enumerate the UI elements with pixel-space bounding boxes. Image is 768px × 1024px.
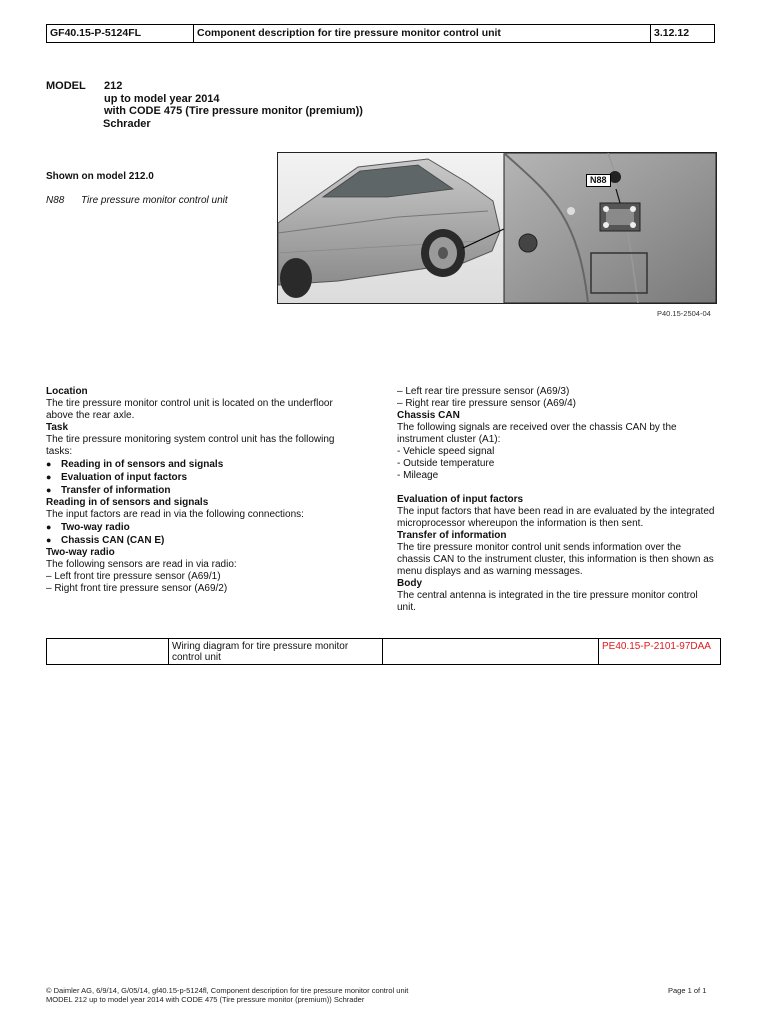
- wiring-reference-table: [46, 638, 721, 665]
- model-line-4: Schrader: [103, 117, 151, 130]
- document-header: [46, 24, 715, 43]
- heading-evaluation: Evaluation of input factors: [397, 494, 524, 505]
- text-transfer: The tire pressure monitor control unit sends information over the chassis CAN to the instrument cluster, this information is then shown as menu displays and as warning messages.: [397, 542, 714, 577]
- model-value: 212: [104, 80, 123, 92]
- heading-task: Task: [46, 422, 69, 433]
- heading-chassis-can: Chassis CAN: [397, 410, 460, 421]
- wiring-diagram-link[interactable]: PE40.15-P-2101-97DAA: [602, 641, 711, 652]
- heading-reading: Reading in of sensors and signals: [46, 497, 209, 508]
- model-label: MODEL: [46, 80, 86, 92]
- doc-id: GF40.15-P-5124FL: [47, 25, 194, 42]
- doc-title: Component description for tire pressure monitor control unit: [194, 25, 651, 42]
- heading-two-way-radio: Two-way radio: [46, 547, 115, 558]
- shown-on-text: Shown on model 212.0: [46, 171, 154, 182]
- text-reading: The input factors are read in via the following connections:: [46, 509, 304, 520]
- sensor-right-rear: – Right rear tire pressure sensor (A69/4): [397, 398, 576, 409]
- footer-line-2: MODEL 212 up to model year 2014 with CODE 475 (Tire pressure monitor (premium)) Schrader: [46, 995, 365, 1004]
- doc-version: 3.12.12: [654, 27, 690, 39]
- right-column: [397, 386, 717, 614]
- legend-text: Tire pressure monitor control unit: [81, 195, 228, 206]
- reading-bullet-1: ● Two-way radio: [46, 521, 351, 534]
- text-task: The tire pressure monitoring system control unit has the following tasks:: [46, 434, 335, 457]
- left-column: [46, 386, 351, 595]
- page-number: Page 1 of 1: [668, 986, 707, 995]
- wiring-cell-empty-2: [383, 639, 599, 664]
- car-illustration: [278, 153, 716, 303]
- signal-vehicle-speed: - Vehicle speed signal: [397, 446, 495, 457]
- model-line-2: up to model year 2014: [104, 92, 220, 105]
- model-line-3: with CODE 475 (Tire pressure monitor (premium)): [104, 105, 363, 117]
- text-chassis-can: The following signals are received over the chassis CAN by the instrument cluster (A1):: [397, 422, 677, 445]
- wiring-cell-empty-1: [47, 639, 169, 664]
- text-two-way-radio: The following sensors are read in via radio:: [46, 559, 237, 570]
- sensor-left-front: – Left front tire pressure sensor (A69/1): [46, 571, 221, 582]
- page-footer: [46, 986, 408, 1004]
- heading-transfer: Transfer of information: [397, 530, 507, 541]
- reading-bullet-2: ● Chassis CAN (CAN E): [46, 534, 351, 547]
- text-location: The tire pressure monitor control unit is located on the underfloor above the rear axle.: [46, 398, 333, 421]
- figure-reference: P40.15-2504-04: [657, 309, 711, 318]
- task-bullet-2: ● Evaluation of input factors: [46, 471, 351, 484]
- heading-body: Body: [397, 578, 422, 589]
- wiring-description: Wiring diagram for tire pressure monitor control unit: [169, 639, 383, 664]
- task-bullet-3: ● Transfer of information: [46, 484, 351, 497]
- sensor-left-rear: – Left rear tire pressure sensor (A69/3): [397, 386, 570, 397]
- signal-mileage: - Mileage: [397, 470, 439, 481]
- heading-location: Location: [46, 386, 88, 397]
- text-body: The central antenna is integrated in the tire pressure monitor control unit.: [397, 590, 698, 613]
- sensor-right-front: – Right front tire pressure sensor (A69/2): [46, 583, 228, 594]
- figure-callout-label: N88: [586, 174, 611, 187]
- task-bullet-1: ● Reading in of sensors and signals: [46, 458, 351, 471]
- model-block: [46, 80, 363, 130]
- legend-code: N88: [46, 195, 65, 206]
- text-evaluation: The input factors that have been read in are evaluated by the integrated microprocessor whereupon the information is then sent.: [397, 506, 715, 529]
- signal-outside-temperature: - Outside temperature: [397, 458, 495, 469]
- footer-line-1: © Daimler AG, 6/9/14, G/05/14, gf40.15-p-5124fl, Component description for tire pressure monitor control unit: [46, 986, 409, 995]
- component-figure: [277, 152, 717, 304]
